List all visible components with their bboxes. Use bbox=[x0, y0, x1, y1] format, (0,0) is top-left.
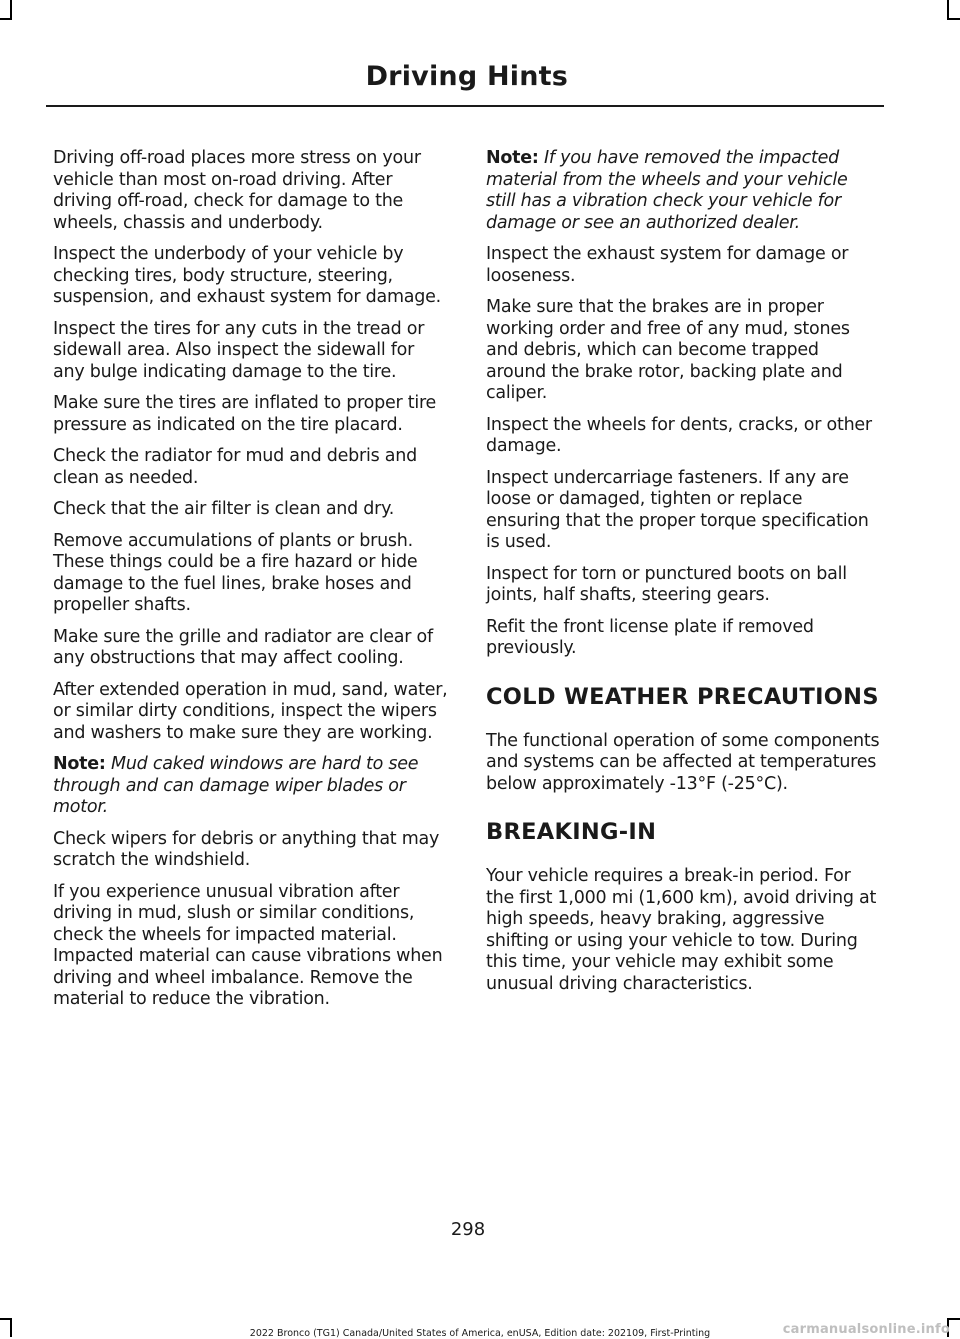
note-mud-windows bbox=[53, 754, 448, 819]
paragraph-inspect-tires: Inspect the tires for any cuts in the tread or sidewall area. Also inspect the sidewall for any bulge indicating damage to the tire. bbox=[53, 318, 425, 382]
paragraph-brakes: Make sure that the brakes are in proper working order and free of any mud, stones and debris, which can become trapped around the brake rotor, backing plate and caliper. bbox=[486, 297, 850, 403]
paragraph-offroad-stress: Driving off-road places more stress on your vehicle than most on-road driving. After driving off-road, check for damage to the wheels, chassis and underbody. bbox=[53, 148, 421, 233]
paragraph-license-plate: Refit the front license plate if removed previously. bbox=[486, 616, 814, 658]
crop-mark-bottom-left-horizontal bbox=[0, 1318, 12, 1320]
note-text: Mud caked windows are hard to see through and can damage wiper blades or motor. bbox=[53, 754, 419, 817]
section-heading-cold-weather: COLD WEATHER PRECAUTIONS bbox=[486, 683, 879, 710]
page-header-title: Driving Hints bbox=[365, 61, 568, 92]
paragraph-grille-clear: Make sure the grille and radiator are clear of any obstructions that may affect cooling. bbox=[53, 626, 433, 668]
paragraph-boots: Inspect for torn or punctured boots on ball joints, half shafts, steering gears. bbox=[486, 563, 847, 605]
left-column bbox=[53, 148, 448, 1021]
crop-mark-top-right-horizontal bbox=[947, 18, 960, 20]
paragraph-unusual-vibration: If you experience unusual vibration after driving in mud, slush or similar conditions, check the wheels for impacted material. Impacted material can cause vibrations when driving and wheel imbalance. Remove the material to reduce the vibration. bbox=[53, 881, 443, 1009]
crop-mark-top-left-vertical bbox=[10, 0, 12, 20]
paragraph-check-wipers: Check wipers for debris or anything that may scratch the windshield. bbox=[53, 828, 440, 870]
paragraph-inspect-underbody: Inspect the underbody of your vehicle by checking tires, body structure, steering, suspension, and exhaust system for damage. bbox=[53, 244, 441, 307]
crop-mark-bottom-right-horizontal bbox=[947, 1318, 960, 1320]
section-heading-breaking-in: BREAKING-IN bbox=[486, 819, 657, 845]
note-label: Note: bbox=[53, 754, 106, 774]
header-rule bbox=[46, 105, 884, 107]
crop-mark-top-left-horizontal bbox=[0, 18, 12, 20]
crop-mark-top-right-vertical bbox=[947, 0, 949, 20]
footer-edition: 2022 Bronco (TG1) Canada/United States of America, enUSA, Edition date: 202109, First-Printing bbox=[249, 1328, 711, 1339]
paragraph-breaking-in: Your vehicle requires a break-in period. For the first 1,000 mi (1,600 km), avoid driving at high speeds, heavy braking, aggressive shifting or using your vehicle to tow. During this time, your vehicle may exhibit some unusual driving characteristics. bbox=[486, 866, 877, 994]
paragraph-fasteners: Inspect undercarriage fasteners. If any are loose or damaged, tighten or replace ensuring that the proper torque specification is used. bbox=[486, 467, 869, 552]
paragraph-wipers-washers: After extended operation in mud, sand, water, or similar dirty conditions, inspect the wipers and washers to make sure they are working. bbox=[53, 679, 448, 743]
note-text: If you have removed the impacted material from the wheels and your vehicle still has a vibration check your vehicle for damage or see an authorized dealer. bbox=[486, 148, 848, 233]
page-number: 298 bbox=[450, 1219, 486, 1240]
paragraph-radiator: Check the radiator for mud and debris and clean as needed. bbox=[53, 446, 417, 488]
note-label: Note: bbox=[486, 148, 539, 168]
paragraph-exhaust: Inspect the exhaust system for damage or looseness. bbox=[486, 244, 849, 286]
paragraph-remove-plants: Remove accumulations of plants or brush. These things could be a fire hazard or hide damage to the fuel lines, brake hoses and propeller shafts. bbox=[53, 530, 418, 615]
paragraph-wheels: Inspect the wheels for dents, cracks, or other damage. bbox=[486, 414, 872, 456]
paragraph-tire-pressure: Make sure the tires are inflated to proper tire pressure as indicated on the tire placard. bbox=[53, 393, 437, 435]
watermark: carmanualsonline.info bbox=[782, 1322, 950, 1337]
right-column bbox=[486, 148, 881, 1005]
paragraph-air-filter: Check that the air filter is clean and dry. bbox=[53, 499, 395, 519]
paragraph-cold-weather: The functional operation of some components and systems can be affected at temperatures below approximately -13°F (-25°C). bbox=[486, 730, 880, 794]
note-impacted-material bbox=[486, 148, 881, 234]
